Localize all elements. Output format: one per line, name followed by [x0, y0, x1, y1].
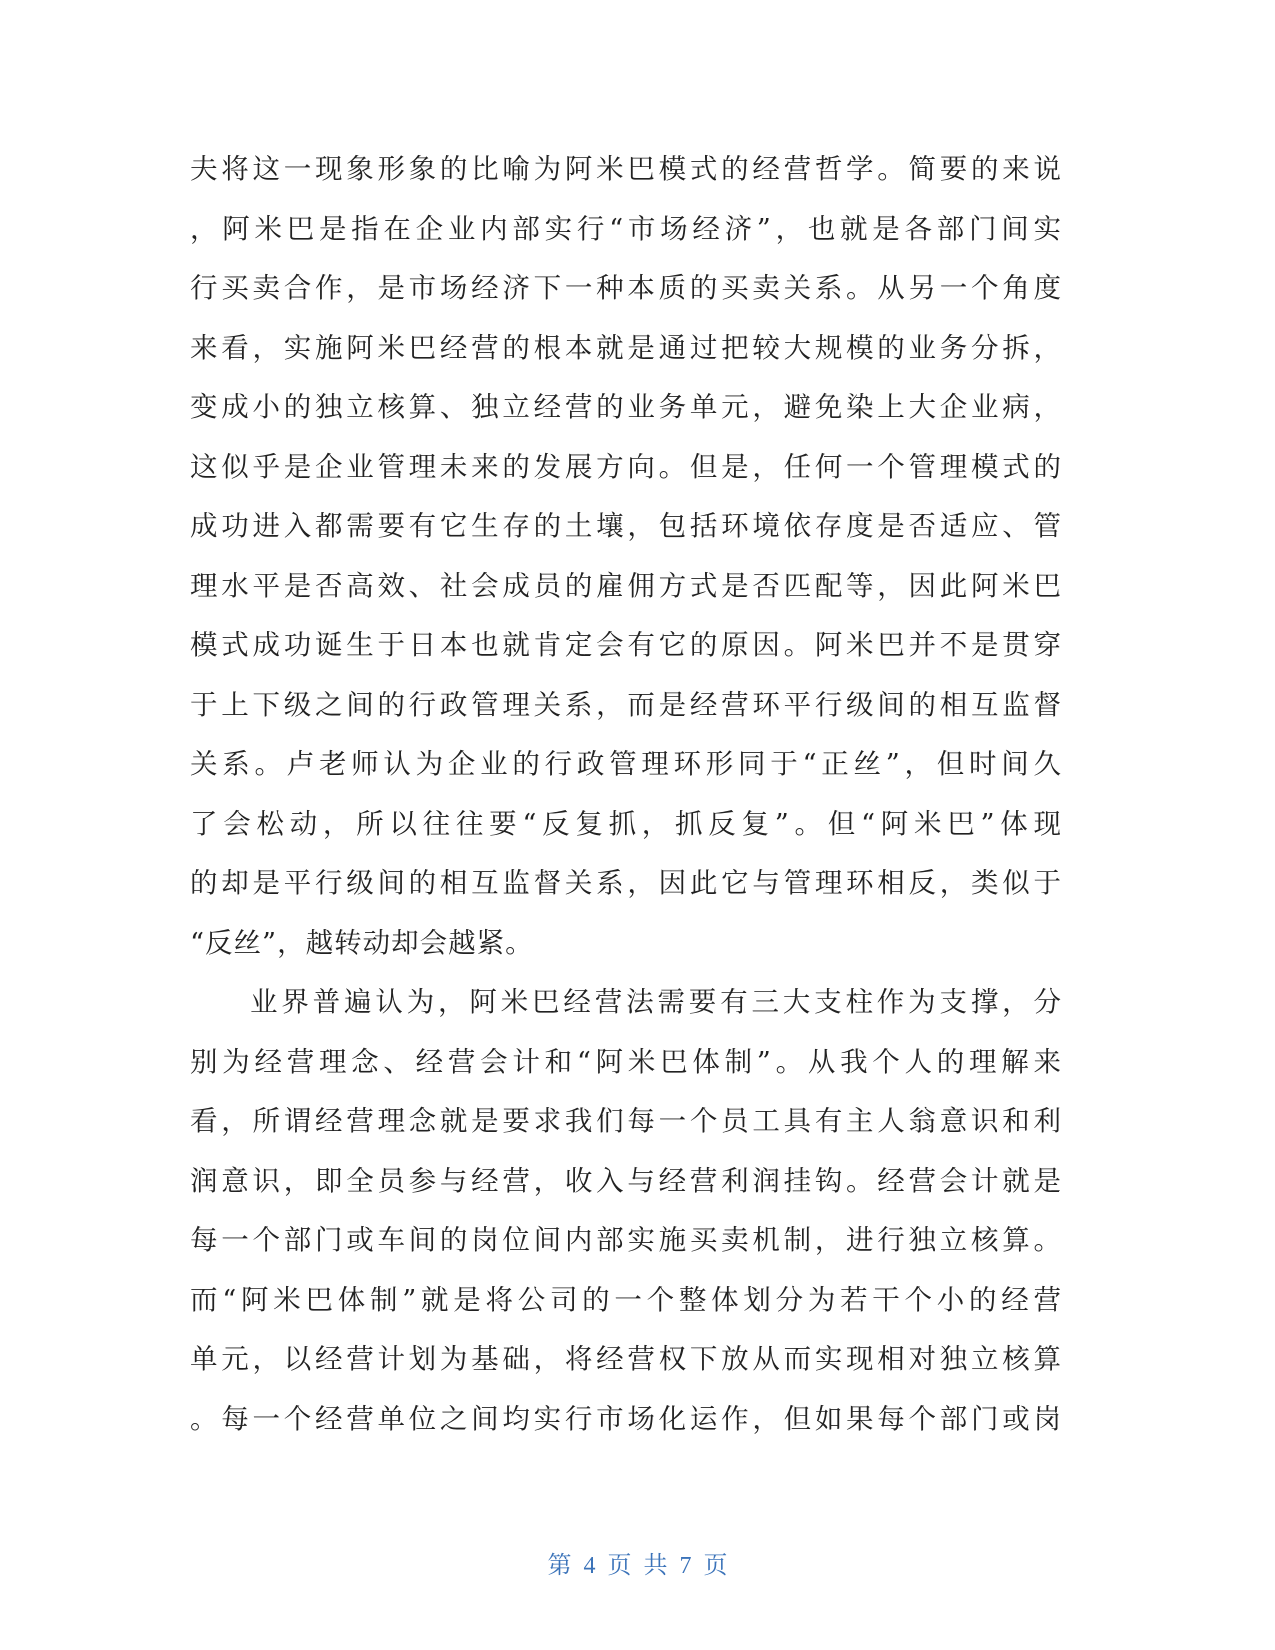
text-line: 关系。卢老师认为企业的行政管理环形同于“正丝”，但时间久 [190, 748, 1062, 780]
footer-current-page: 4 [583, 1553, 596, 1579]
text-line: 了会松动，所以往往要“反复抓，抓反复”。但“阿米巴”体现 [190, 807, 1062, 840]
document-body [190, 140, 1062, 1449]
text-line: 这似乎是企业管理未来的发展方向。但是，任何一个管理模式的 [190, 450, 1062, 483]
text-line: 的却是平行级间的相互监督关系，因此它与管理环相反，类似于 [190, 867, 1062, 899]
footer-page-unit: 页 [607, 1553, 632, 1579]
text-line: 而“阿米巴体制”就是将公司的一个整体划分为若干个小的经营 [190, 1283, 1062, 1316]
text-line: 来看，实施阿米巴经营的根本就是通过把较大规模的业务分拆， [190, 331, 1062, 364]
footer-total-pages: 7 [679, 1553, 692, 1579]
page-footer [0, 1545, 1275, 1580]
paragraph-1 [190, 140, 1062, 973]
text-line: 行买卖合作，是市场经济下一种本质的买卖关系。从另一个角度 [190, 272, 1062, 304]
text-line: 于上下级之间的行政管理关系，而是经营环平行级间的相互监督 [190, 688, 1062, 721]
text-line: 成功进入都需要有它生存的土壤，包括环境依存度是否适应、管 [190, 510, 1062, 542]
text-line: 单元，以经营计划为基础，将经营权下放从而实现相对独立核算 [190, 1343, 1062, 1375]
text-line: 变成小的独立核算、独立经营的业务单元，避免染上大企业病， [190, 391, 1062, 423]
footer-total-label: 共 [643, 1553, 668, 1579]
text-line: 理水平是否高效、社会成员的雇佣方式是否匹配等，因此阿米巴 [190, 569, 1062, 602]
footer-total-unit: 页 [703, 1553, 728, 1579]
text-line: ，阿米巴是指在企业内部实行“市场经济”，也就是各部门间实 [190, 212, 1062, 245]
text-line: 看，所谓经营理念就是要求我们每一个员工具有主人翁意识和利 [190, 1105, 1062, 1137]
text-line: 每一个部门或车间的岗位间内部实施买卖机制，进行独立核算。 [190, 1224, 1062, 1256]
paragraph-2 [190, 973, 1062, 1449]
text-line: 。每一个经营单位之间均实行市场化运作，但如果每个部门或岗 [190, 1402, 1062, 1435]
text-line: 夫将这一现象形象的比喻为阿米巴模式的经营哲学。简要的来说 [190, 153, 1062, 185]
text-line: “反丝”，越转动却会越紧。 [190, 926, 534, 959]
text-line: 别为经营理念、经营会计和“阿米巴体制”。从我个人的理解来 [190, 1045, 1062, 1078]
text-line: 业界普遍认为，阿米巴经营法需要有三大支柱作为支撑，分 [250, 986, 1062, 1018]
text-line: 润意识，即全员参与经营，收入与经营利润挂钩。经营会计就是 [190, 1164, 1062, 1197]
footer-page-label: 第 [547, 1553, 572, 1579]
text-line: 模式成功诞生于日本也就肯定会有它的原因。阿米巴并不是贯穿 [190, 629, 1062, 661]
